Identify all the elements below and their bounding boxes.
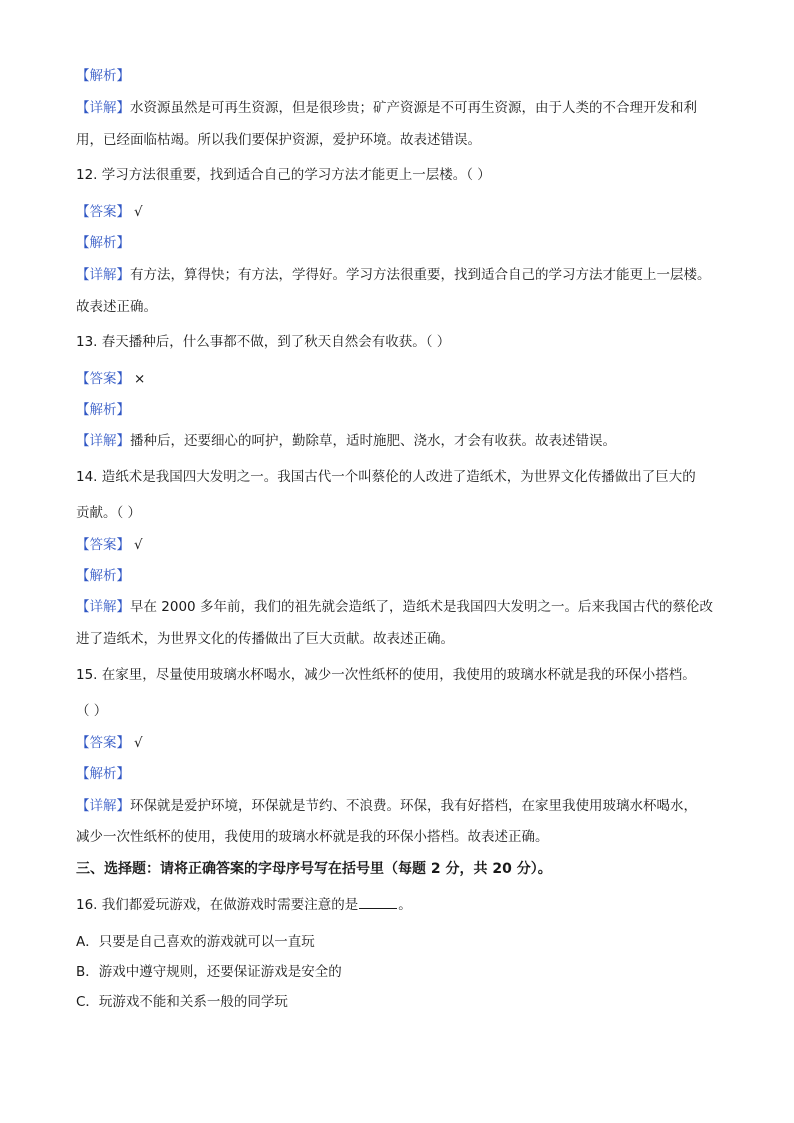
q11-detail-text-2: 用，已经面临枯竭。所以我们要保护资源，爱护环境。故表述错误。	[76, 132, 481, 148]
q13-analysis-row	[76, 401, 726, 419]
q14-detail-text-2: 进了造纸术，为世界文化的传播做出了巨大贡献。故表述正确。	[76, 631, 454, 647]
answer-label: 【答案】	[76, 735, 130, 751]
q12-answer-row	[76, 203, 726, 221]
detail-label: 【详解】	[76, 599, 130, 615]
q12-detail-row-2	[76, 298, 726, 316]
q11-detail-row-2	[76, 131, 726, 149]
q15-detail-text-2: 减少一次性纸杯的使用，我使用的玻璃水杯就是我的环保小搭档。故表述正确。	[76, 829, 549, 845]
section-3-heading-text: 三、选择题：请将正确答案的字母序号写在括号里（每题 2 分，共 20 分）。	[76, 861, 552, 877]
q15-analysis-row	[76, 765, 726, 783]
q14-answer-row	[76, 536, 726, 554]
q16-answer-blank[interactable]	[359, 896, 397, 909]
answer-label: 【答案】	[76, 537, 130, 553]
q15-detail-row-1	[76, 797, 726, 815]
q12-analysis-row	[76, 234, 726, 252]
q15-question-row-2	[76, 702, 726, 720]
q16-question-text: 16. 我们都爱玩游戏，在做游戏时需要注意的是	[76, 897, 359, 913]
q15-question-row-1	[76, 666, 726, 684]
q11-detail-row-1	[76, 99, 726, 117]
q14-detail-row-1	[76, 598, 726, 616]
q15-answer-row	[76, 734, 726, 752]
q15-detail-row-2	[76, 828, 726, 846]
q15-answer-mark: √	[134, 735, 143, 751]
detail-label: 【详解】	[76, 433, 130, 449]
q13-answer-row	[76, 370, 726, 388]
q13-detail-text-1: 播种后，还要细心的呵护，勤除草，适时施肥、浇水，才会有收获。故表述错误。	[130, 433, 616, 449]
answer-label: 【答案】	[76, 204, 130, 220]
q16-option-a	[76, 933, 726, 951]
analysis-label: 【解析】	[76, 766, 130, 782]
q14-question-text-1: 14. 造纸术是我国四大发明之一。我国古代一个叫蔡伦的人改进了造纸术，为世界文化传播做出了巨大的	[76, 469, 696, 485]
detail-label: 【详解】	[76, 798, 130, 814]
detail-label: 【详解】	[76, 100, 130, 116]
q16-option-b-text: B．游戏中遵守规则，还要保证游戏是安全的	[76, 964, 342, 980]
analysis-label: 【解析】	[76, 402, 130, 418]
q11-analysis-row	[76, 67, 726, 85]
analysis-label: 【解析】	[76, 235, 130, 251]
q14-question-text-2: 贡献。（ ）	[76, 505, 142, 521]
q12-question-text: 12. 学习方法很重要，找到适合自己的学习方法才能更上一层楼。（ ）	[76, 167, 491, 183]
q12-detail-row-1	[76, 266, 726, 284]
q11-detail-text-1: 水资源虽然是可再生资源，但是很珍贵；矿产资源是不可再生资源，由于人类的不合理开发和利	[130, 100, 697, 116]
q16-question-end: 。	[398, 897, 412, 913]
analysis-label: 【解析】	[76, 68, 130, 84]
q14-detail-row-2	[76, 630, 726, 648]
q16-option-c-text: C．玩游戏不能和关系一般的同学玩	[76, 994, 288, 1010]
q14-question-row-2	[76, 504, 726, 522]
q15-detail-text-1: 环保就是爱护环境，环保就是节约、不浪费。环保，我有好搭档，在家里我使用玻璃水杯喝水，	[130, 798, 697, 814]
q14-answer-mark: √	[134, 537, 143, 553]
q16-question	[76, 896, 726, 914]
q15-question-text-2: （ ）	[76, 703, 108, 719]
q16-option-a-text: A．只要是自己喜欢的游戏就可以一直玩	[76, 934, 315, 950]
q12-answer-mark: √	[134, 204, 143, 220]
q15-question-text-1: 15. 在家里，尽量使用玻璃水杯喝水，减少一次性纸杯的使用，我使用的玻璃水杯就是我的环保小搭档。	[76, 667, 696, 683]
q12-question	[76, 166, 726, 184]
answer-label: 【答案】	[76, 371, 130, 387]
section-3-heading	[76, 860, 726, 878]
q14-detail-text-1: 早在 2000 多年前，我们的祖先就会造纸了，造纸术是我国四大发明之一。后来我国古代的蔡伦改	[130, 599, 713, 615]
q13-detail-row-1	[76, 432, 726, 450]
analysis-label: 【解析】	[76, 568, 130, 584]
detail-label: 【详解】	[76, 267, 130, 283]
q13-answer-mark: ×	[134, 371, 146, 387]
q16-option-c	[76, 993, 726, 1011]
q13-question-text: 13. 春天播种后，什么事都不做，到了秋天自然会有收获。（ ）	[76, 334, 451, 350]
q12-detail-text-2: 故表述正确。	[76, 299, 157, 315]
q14-question-row-1	[76, 468, 726, 486]
q13-question	[76, 333, 726, 351]
q14-analysis-row	[76, 567, 726, 585]
q12-detail-text-1: 有方法，算得快；有方法，学得好。学习方法很重要，找到适合自己的学习方法才能更上一层楼。	[130, 267, 711, 283]
q16-option-b	[76, 963, 726, 981]
